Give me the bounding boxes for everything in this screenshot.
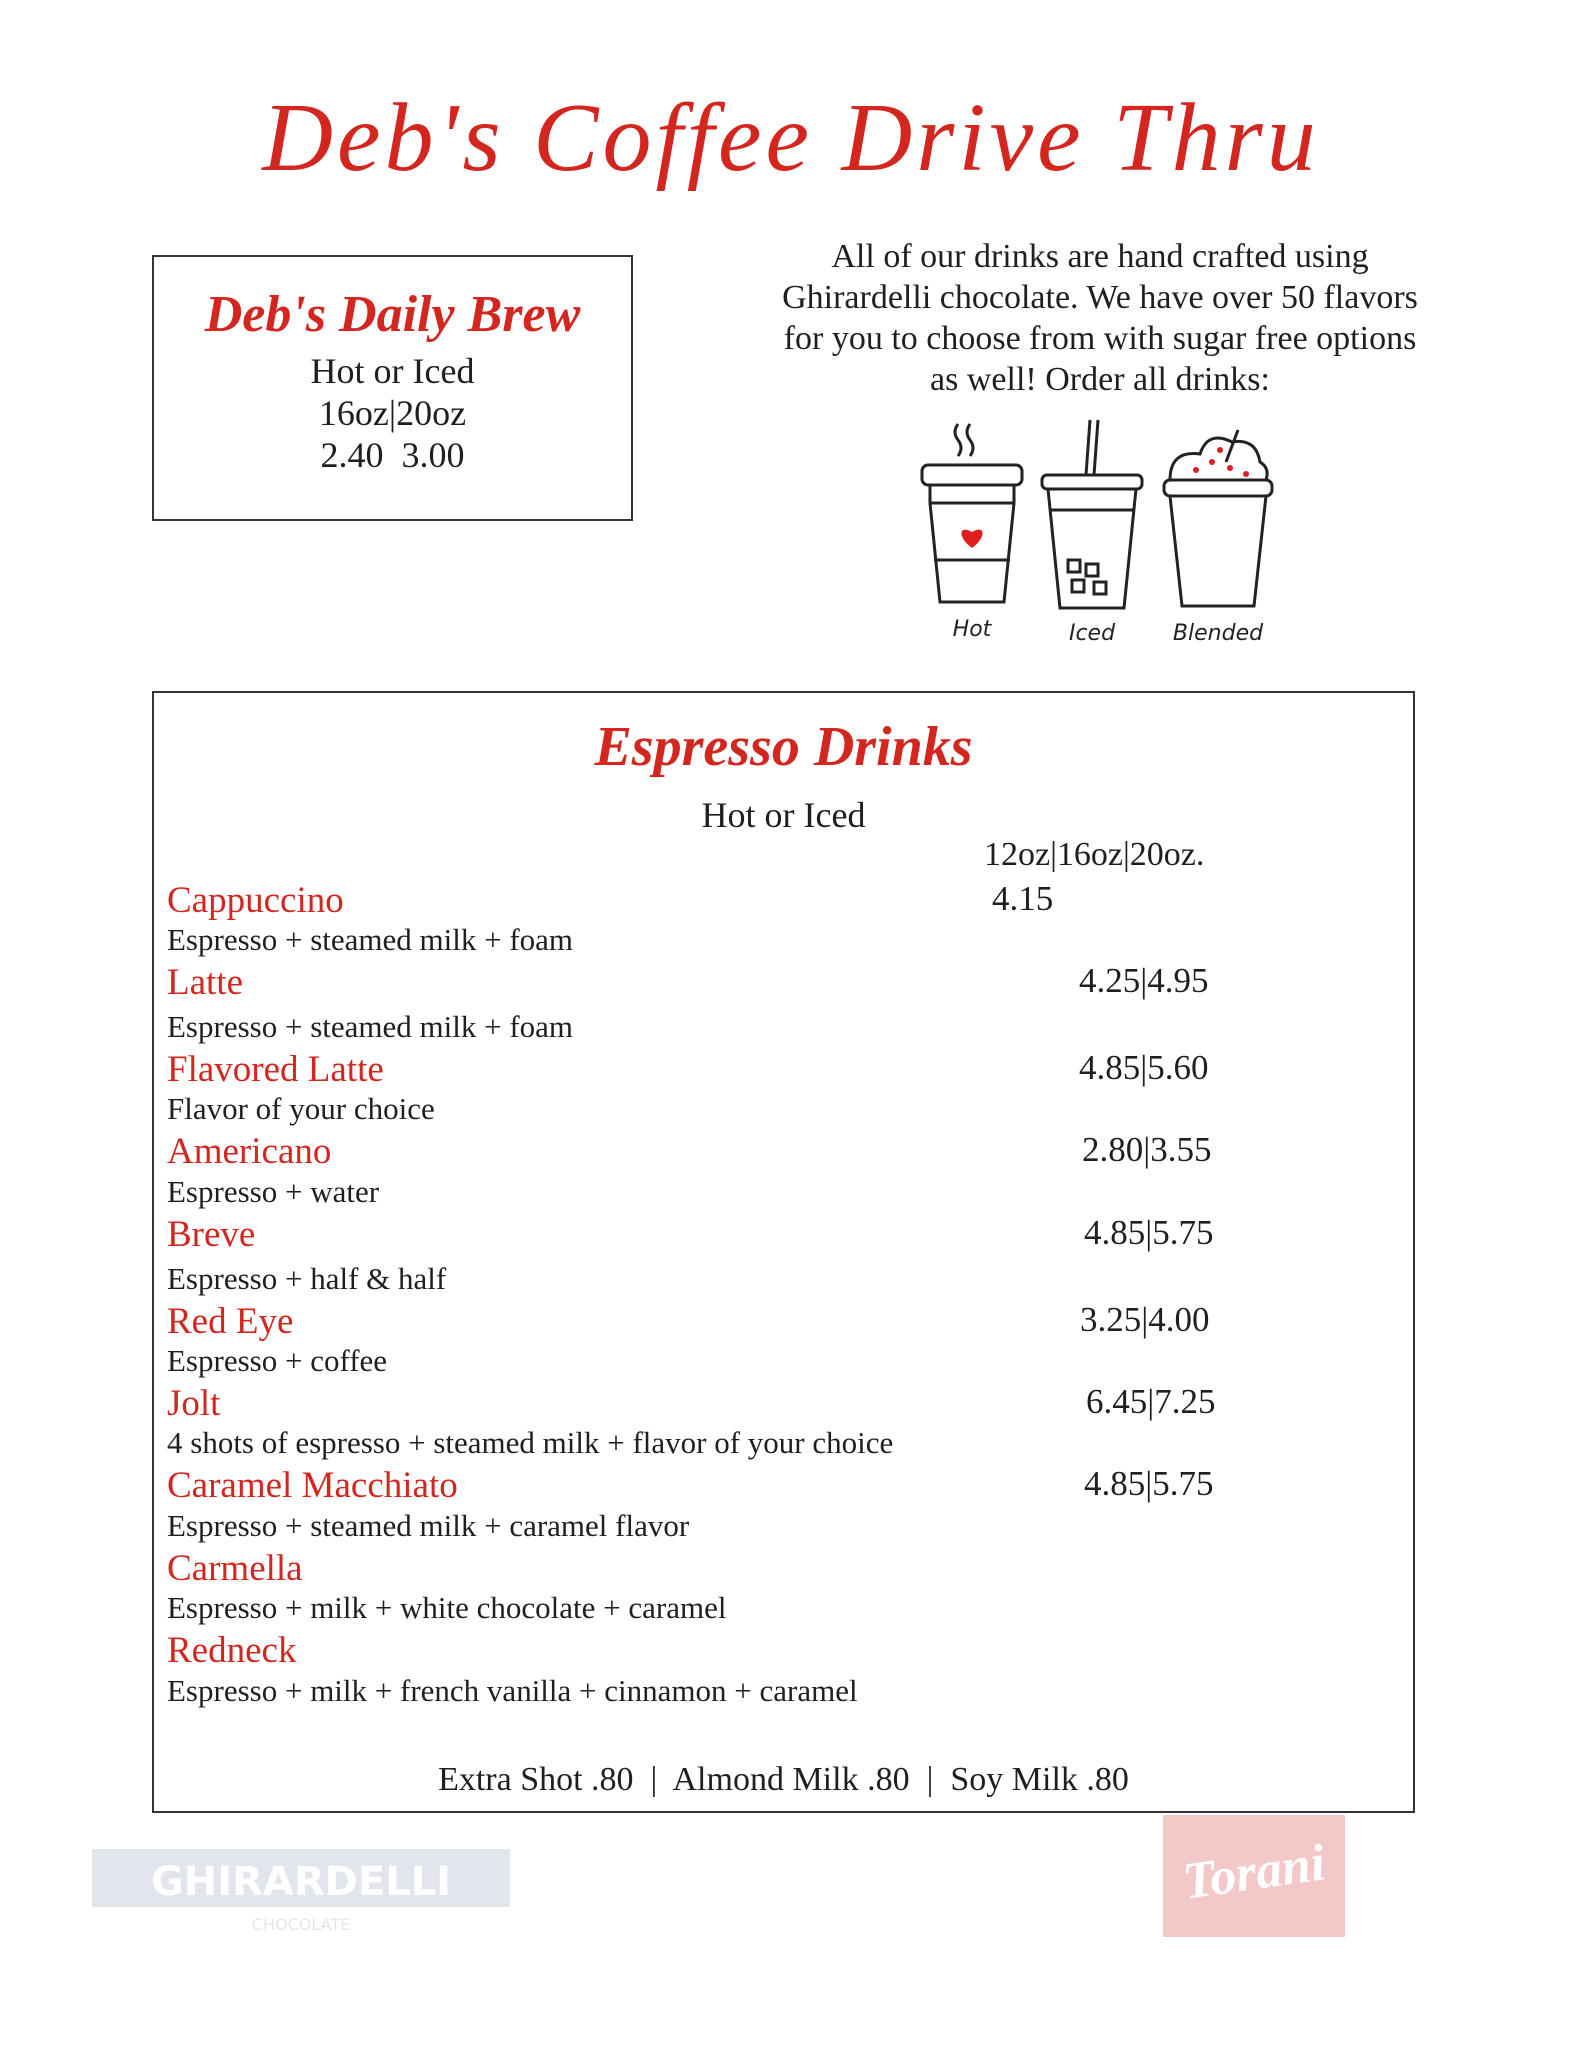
blended-cup-icon bbox=[1164, 430, 1272, 606]
menu-item-name: Caramel Macchiato bbox=[167, 1465, 458, 1506]
cup-label-iced: Iced bbox=[1068, 621, 1116, 646]
menu-item-price: 4.85|5.75 bbox=[1084, 1213, 1214, 1252]
daily-brew-box bbox=[152, 255, 633, 521]
ghirardelli-logo bbox=[92, 1815, 510, 1940]
menu-item-name: Carmella bbox=[167, 1548, 303, 1589]
ghirardelli-logo-text: GHIRARDELLI bbox=[150, 1859, 452, 1905]
menu-item-desc: Espresso + steamed milk + foam bbox=[167, 922, 574, 957]
menu-item-price: 3.25|4.00 bbox=[1080, 1300, 1210, 1339]
menu-item-desc: Espresso + half & half bbox=[167, 1261, 447, 1296]
menu-item-desc: 4 shots of espresso + steamed milk + flavor of your choice bbox=[167, 1425, 894, 1460]
menu-item-desc: Espresso + milk + french vanilla + cinnamon + caramel bbox=[167, 1673, 858, 1708]
daily-brew-title: Deb's Daily Brew bbox=[204, 286, 581, 343]
espresso-subtitle: Hot or Iced bbox=[701, 795, 866, 835]
menu-item-price: 2.80|3.55 bbox=[1082, 1130, 1212, 1169]
menu-item-desc: Espresso + coffee bbox=[167, 1343, 388, 1378]
cup-label-blended: Blended bbox=[1172, 621, 1264, 646]
iced-cup-icon bbox=[1042, 420, 1142, 608]
extras-line: Extra Shot .80 | Almond Milk .80 | Soy Milk .80 bbox=[438, 1761, 1129, 1798]
ghirardelli-logo-subtext: CHOCOLATE bbox=[251, 1915, 351, 1934]
menu-item-name: Latte bbox=[167, 962, 244, 1003]
intro-text: All of our drinks are hand crafted using Ghirardelli chocolate. We have over 50 flavors for you to choose from with sugar free options as well! Order all drinks: bbox=[782, 238, 1418, 398]
menu-item-price: 4.25|4.95 bbox=[1079, 961, 1209, 1000]
sizes-header: 12oz|16oz|20oz. bbox=[984, 836, 1205, 873]
menu-item-price: 4.85|5.75 bbox=[1084, 1464, 1214, 1503]
menu-item-name: Flavored Latte bbox=[167, 1049, 384, 1090]
daily-brew-prices: 2.40 3.00 bbox=[320, 435, 465, 475]
menu-item-desc: Espresso + steamed milk + foam bbox=[167, 1009, 574, 1044]
menu-item-desc: Flavor of your choice bbox=[167, 1091, 435, 1126]
espresso-menu-box bbox=[152, 691, 1415, 1813]
menu-item-price: 4.15 bbox=[992, 879, 1054, 918]
drink-cups-illustration bbox=[900, 410, 1300, 650]
menu-item-name: Jolt bbox=[167, 1383, 221, 1424]
espresso-title: Espresso Drinks bbox=[594, 716, 973, 778]
hot-cup-icon bbox=[922, 424, 1022, 602]
menu-item-name: Cappuccino bbox=[167, 880, 344, 921]
menu-item-name: Breve bbox=[167, 1214, 256, 1255]
menu-item-desc: Espresso + water bbox=[167, 1174, 380, 1209]
menu-item-price: 4.85|5.60 bbox=[1079, 1048, 1209, 1087]
torani-logo-text: Torani bbox=[1179, 1834, 1329, 1911]
daily-brew-sizes: 16oz|20oz bbox=[318, 393, 467, 433]
cup-label-hot: Hot bbox=[952, 617, 992, 642]
menu-item-price: 6.45|7.25 bbox=[1086, 1382, 1216, 1421]
daily-brew-options: Hot or Iced bbox=[310, 351, 475, 391]
page-title: Deb's Coffee Drive Thru bbox=[262, 84, 1320, 192]
menu-item-desc: Espresso + steamed milk + caramel flavor bbox=[167, 1508, 690, 1543]
menu-item-name: Redneck bbox=[167, 1630, 297, 1671]
menu-item-name: Americano bbox=[167, 1131, 332, 1172]
menu-item-desc: Espresso + milk + white chocolate + caramel bbox=[167, 1590, 727, 1625]
menu-item-name: Red Eye bbox=[167, 1301, 294, 1342]
torani-logo bbox=[1163, 1815, 1345, 1937]
